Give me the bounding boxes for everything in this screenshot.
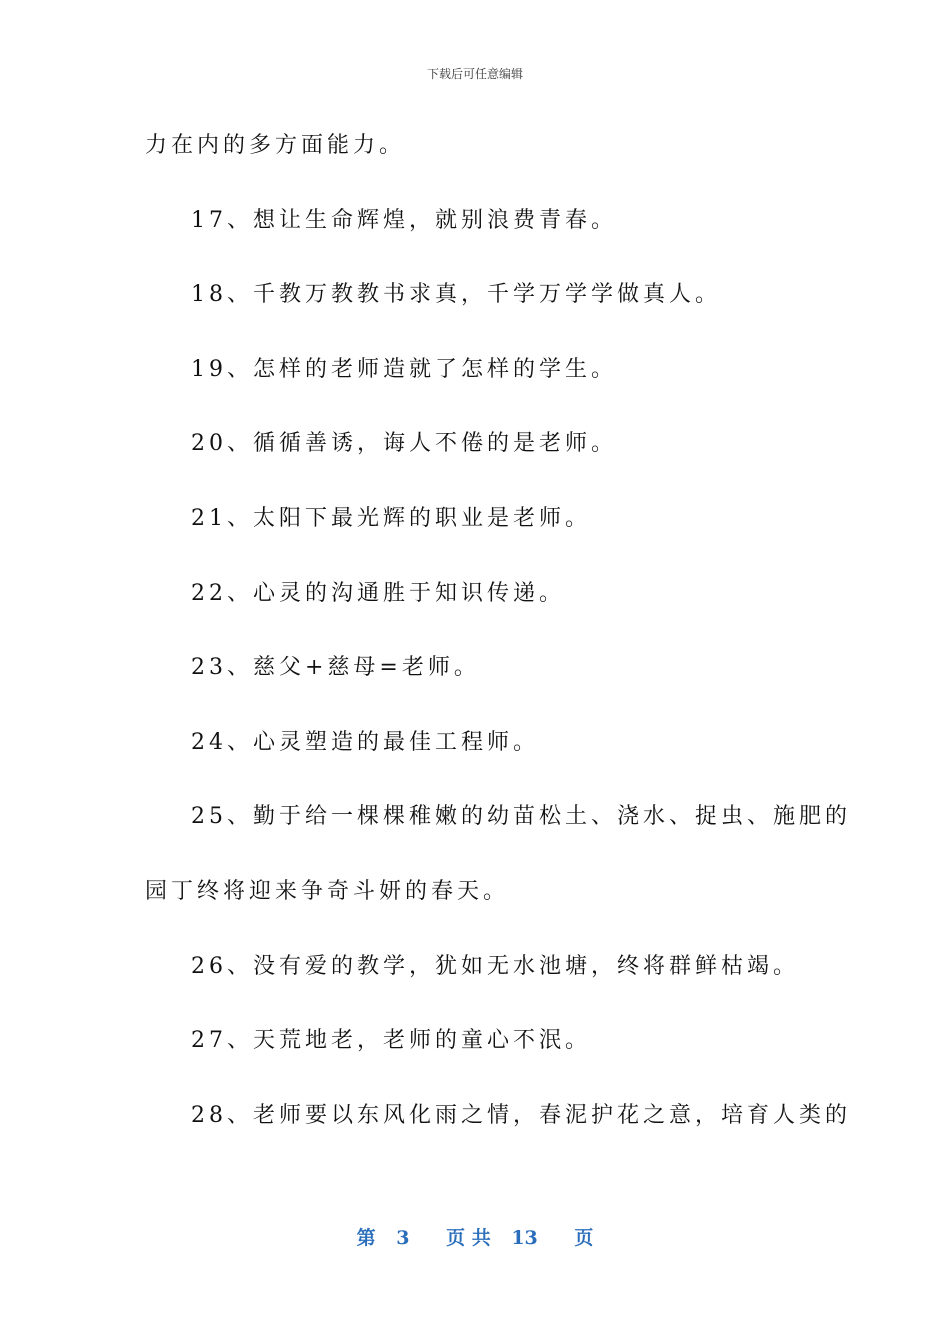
- page-header-note: 下载后可任意编辑: [426, 67, 523, 81]
- footer-current-page: 3: [396, 1227, 410, 1249]
- text-line: 26、没有爱的教学，犹如无水池塘，终将群鲜枯竭。: [191, 953, 799, 979]
- text-line: 28、老师要以东风化雨之情，春泥护花之意，培育人类的: [191, 1102, 851, 1128]
- text-line: 力在内的多方面能力。: [145, 133, 406, 158]
- text-line: 20、循循善诱，诲人不倦的是老师。: [191, 431, 617, 457]
- text-line: 25、勤于给一棵棵稚嫩的幼苗松土、浇水、捉虫、施肥的: [191, 804, 851, 830]
- text-line: 园丁终将迎来争奇斗妍的春天。: [145, 878, 510, 904]
- text-line: 18、千教万教教书求真，千学万学学做真人。: [191, 282, 721, 308]
- footer-prefix: 第: [356, 1227, 376, 1249]
- text-line: 17、想让生命辉煌，就别浪费青春。: [191, 207, 617, 233]
- page-footer: [0, 1225, 950, 1251]
- footer-suffix: 页: [574, 1227, 594, 1249]
- text-line: 22、心灵的沟通胜于知识传递。: [191, 580, 565, 606]
- footer-middle: 页 共: [446, 1227, 491, 1249]
- footer-total-pages: 13: [511, 1227, 538, 1249]
- text-line: 23、慈父+慈母=老师。: [191, 655, 480, 681]
- text-line: 27、天荒地老，老师的童心不泯。: [191, 1028, 591, 1054]
- document-body: [145, 126, 851, 1170]
- text-line: 21、太阳下最光辉的职业是老师。: [191, 505, 591, 531]
- text-line: 19、怎样的老师造就了怎样的学生。: [191, 356, 617, 382]
- text-line: 24、心灵塑造的最佳工程师。: [191, 729, 539, 755]
